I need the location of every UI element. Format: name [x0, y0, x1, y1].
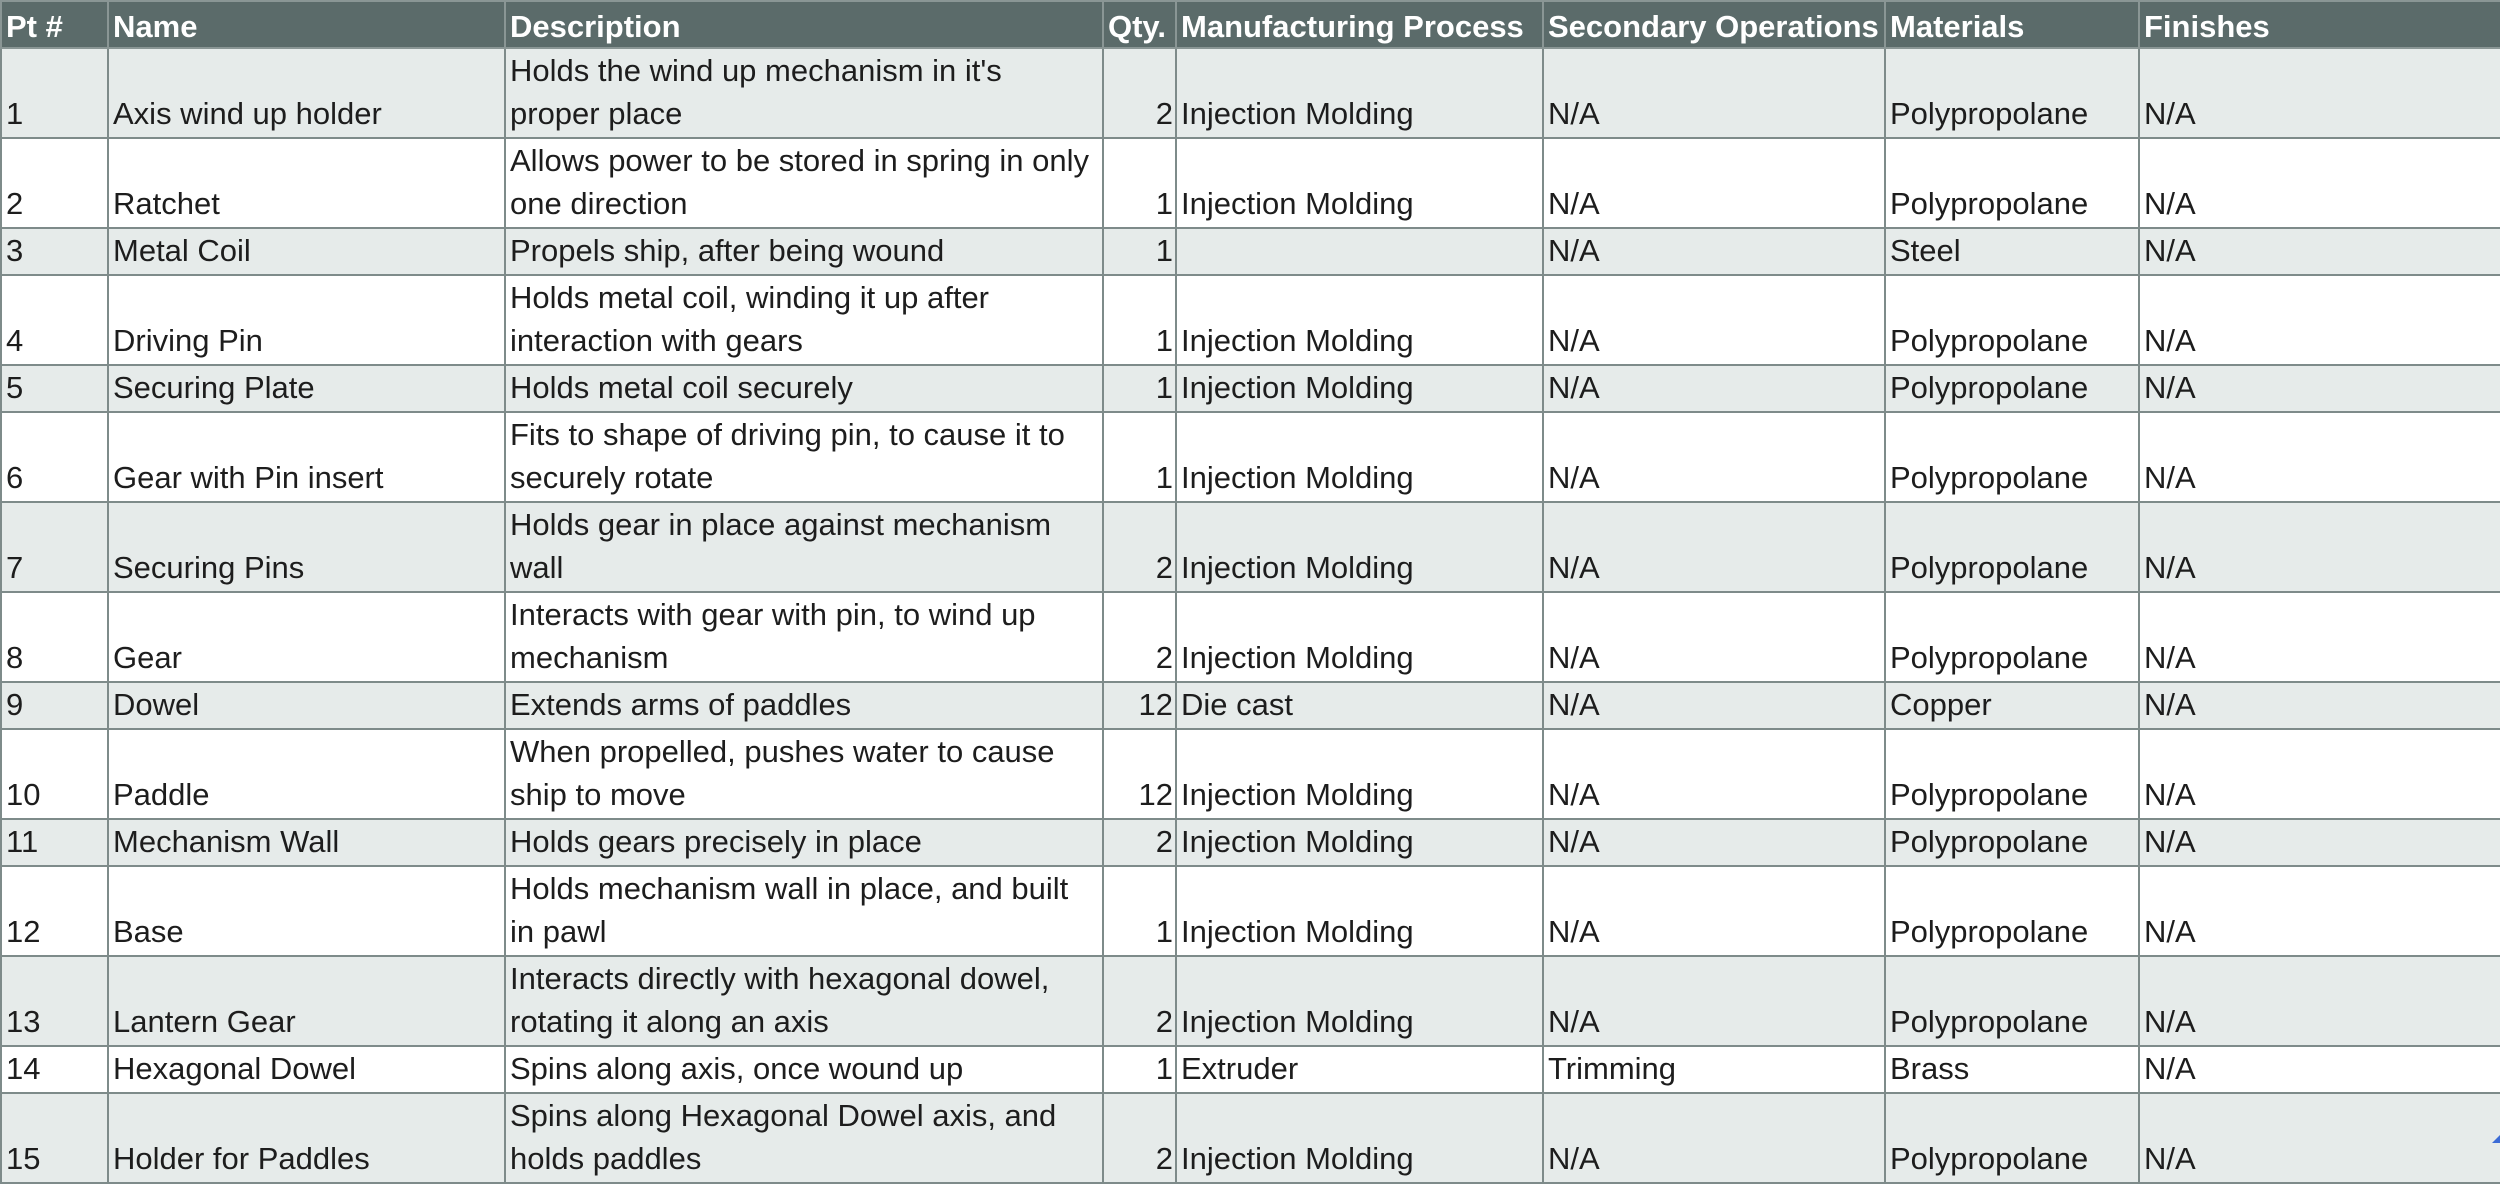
cell-qty[interactable]: 1	[1103, 138, 1176, 228]
header-qty[interactable]: Qty.	[1103, 1, 1176, 48]
cell-description[interactable]: Interacts directly with hexagonal dowel, rotating it along an axis	[505, 956, 1103, 1046]
cell-process[interactable]: Injection Molding	[1176, 365, 1543, 412]
cell-name[interactable]: Paddle	[108, 729, 505, 819]
cell-qty[interactable]: 12	[1103, 682, 1176, 729]
cell-name[interactable]: Metal Coil	[108, 228, 505, 275]
cell-secondary[interactable]: N/A	[1543, 365, 1885, 412]
cell-qty[interactable]: 1	[1103, 1046, 1176, 1093]
cell-qty[interactable]: 2	[1103, 48, 1176, 138]
cell-description[interactable]: Interacts with gear with pin, to wind up mechanism	[505, 592, 1103, 682]
table-row	[1, 682, 2500, 729]
cell-materials[interactable]: Polypropolane	[1885, 819, 2139, 866]
header-materials[interactable]: Materials	[1885, 1, 2139, 48]
cell-secondary[interactable]: N/A	[1543, 866, 1885, 956]
cell-finishes[interactable]: N/A	[2139, 682, 2500, 729]
cell-pt[interactable]: 5	[1, 365, 108, 412]
header-process[interactable]: Manufacturing Process	[1176, 1, 1543, 48]
cell-process[interactable]: Injection Molding	[1176, 956, 1543, 1046]
cell-finishes[interactable]: N/A	[2139, 365, 2500, 412]
cell-materials[interactable]: Polypropolane	[1885, 48, 2139, 138]
cell-process[interactable]: Injection Molding	[1176, 729, 1543, 819]
cell-qty[interactable]: 1	[1103, 866, 1176, 956]
cell-materials[interactable]: Steel	[1885, 228, 2139, 275]
cell-secondary[interactable]: N/A	[1543, 1093, 1885, 1183]
table-row	[1, 138, 2500, 228]
resize-handle-icon[interactable]	[2492, 1135, 2500, 1143]
cell-process[interactable]: Injection Molding	[1176, 412, 1543, 502]
cell-name[interactable]: Gear with Pin insert	[108, 412, 505, 502]
cell-materials[interactable]: Polypropolane	[1885, 365, 2139, 412]
cell-process[interactable]: Injection Molding	[1176, 275, 1543, 365]
cell-secondary[interactable]: N/A	[1543, 729, 1885, 819]
header-name[interactable]: Name	[108, 1, 505, 48]
cell-finishes[interactable]: N/A	[2139, 502, 2500, 592]
table-row	[1, 48, 2500, 138]
cell-secondary[interactable]: N/A	[1543, 592, 1885, 682]
cell-qty[interactable]: 12	[1103, 729, 1176, 819]
cell-materials[interactable]: Copper	[1885, 682, 2139, 729]
cell-materials[interactable]: Polypropolane	[1885, 866, 2139, 956]
cell-finishes[interactable]: N/A	[2139, 1093, 2500, 1183]
cell-pt[interactable]: 7	[1, 502, 108, 592]
cell-name[interactable]: Dowel	[108, 682, 505, 729]
cell-description[interactable]: Spins along Hexagonal Dowel axis, and holds paddles	[505, 1093, 1103, 1183]
table-row	[1, 1046, 2500, 1093]
cell-materials[interactable]: Polypropolane	[1885, 956, 2139, 1046]
cell-qty[interactable]: 2	[1103, 502, 1176, 592]
header-finishes[interactable]: Finishes	[2139, 1, 2500, 48]
cell-pt[interactable]: 9	[1, 682, 108, 729]
cell-pt[interactable]: 1	[1, 48, 108, 138]
cell-name[interactable]: Axis wind up holder	[108, 48, 505, 138]
table-row	[1, 1093, 2500, 1183]
cell-secondary[interactable]: N/A	[1543, 138, 1885, 228]
table-row	[1, 819, 2500, 866]
cell-materials[interactable]: Brass	[1885, 1046, 2139, 1093]
cell-pt[interactable]: 13	[1, 956, 108, 1046]
cell-pt[interactable]: 3	[1, 228, 108, 275]
cell-secondary[interactable]: N/A	[1543, 956, 1885, 1046]
table-row	[1, 592, 2500, 682]
cell-materials[interactable]: Polypropolane	[1885, 729, 2139, 819]
header-secondary[interactable]: Secondary Operations	[1543, 1, 1885, 48]
cell-secondary[interactable]: N/A	[1543, 412, 1885, 502]
cell-process[interactable]: Injection Molding	[1176, 819, 1543, 866]
cell-description[interactable]: Holds metal coil securely	[505, 365, 1103, 412]
cell-finishes[interactable]: N/A	[2139, 1046, 2500, 1093]
cell-description[interactable]: Spins along axis, once wound up	[505, 1046, 1103, 1093]
cell-process[interactable]: Injection Molding	[1176, 138, 1543, 228]
cell-name[interactable]: Base	[108, 866, 505, 956]
cell-process[interactable]: Injection Molding	[1176, 1093, 1543, 1183]
table-row	[1, 956, 2500, 1046]
cell-description[interactable]: Fits to shape of driving pin, to cause it to securely rotate	[505, 412, 1103, 502]
table-row	[1, 365, 2500, 412]
cell-finishes[interactable]: N/A	[2139, 866, 2500, 956]
cell-finishes[interactable]: N/A	[2139, 228, 2500, 275]
cell-materials[interactable]: Polypropolane	[1885, 412, 2139, 502]
table-row	[1, 228, 2500, 275]
cell-name[interactable]: Securing Plate	[108, 365, 505, 412]
cell-qty[interactable]: 1	[1103, 228, 1176, 275]
cell-finishes[interactable]: N/A	[2139, 729, 2500, 819]
table-row	[1, 729, 2500, 819]
table-row	[1, 502, 2500, 592]
cell-process[interactable]: Injection Molding	[1176, 48, 1543, 138]
cell-pt[interactable]: 4	[1, 275, 108, 365]
cell-description[interactable]: Holds mechanism wall in place, and built in pawl	[505, 866, 1103, 956]
cell-description[interactable]: Allows power to be stored in spring in only one direction	[505, 138, 1103, 228]
cell-materials[interactable]: Polypropolane	[1885, 1093, 2139, 1183]
cell-qty[interactable]: 1	[1103, 365, 1176, 412]
cell-finishes[interactable]: N/A	[2139, 48, 2500, 138]
cell-process[interactable]: Injection Molding	[1176, 866, 1543, 956]
cell-description[interactable]: Holds gears precisely in place	[505, 819, 1103, 866]
cell-qty[interactable]: 2	[1103, 592, 1176, 682]
cell-pt[interactable]: 15	[1, 1093, 108, 1183]
table-row	[1, 866, 2500, 956]
cell-qty[interactable]: 2	[1103, 956, 1176, 1046]
header-pt[interactable]: Pt #	[1, 1, 108, 48]
table-row	[1, 412, 2500, 502]
cell-qty[interactable]: 1	[1103, 412, 1176, 502]
cell-process[interactable]: Injection Molding	[1176, 502, 1543, 592]
cell-finishes[interactable]: N/A	[2139, 956, 2500, 1046]
cell-process[interactable]	[1176, 228, 1543, 275]
cell-name[interactable]: Gear	[108, 592, 505, 682]
cell-name[interactable]: Driving Pin	[108, 275, 505, 365]
cell-finishes[interactable]: N/A	[2139, 592, 2500, 682]
cell-process[interactable]: Die cast	[1176, 682, 1543, 729]
cell-pt[interactable]: 14	[1, 1046, 108, 1093]
cell-description[interactable]: Propels ship, after being wound	[505, 228, 1103, 275]
cell-materials[interactable]: Polypropolane	[1885, 592, 2139, 682]
cell-description[interactable]: When propelled, pushes water to cause ship to move	[505, 729, 1103, 819]
cell-materials[interactable]: Polypropolane	[1885, 275, 2139, 365]
cell-materials[interactable]: Polypropolane	[1885, 138, 2139, 228]
cell-secondary[interactable]: Trimming	[1543, 1046, 1885, 1093]
cell-qty[interactable]: 2	[1103, 819, 1176, 866]
cell-secondary[interactable]: N/A	[1543, 275, 1885, 365]
cell-secondary[interactable]: N/A	[1543, 502, 1885, 592]
cell-name[interactable]: Holder for Paddles	[108, 1093, 505, 1183]
cell-secondary[interactable]: N/A	[1543, 819, 1885, 866]
cell-pt[interactable]: 11	[1, 819, 108, 866]
cell-description[interactable]: Holds metal coil, winding it up after interaction with gears	[505, 275, 1103, 365]
cell-finishes[interactable]: N/A	[2139, 275, 2500, 365]
cell-secondary[interactable]: N/A	[1543, 682, 1885, 729]
cell-description[interactable]: Holds the wind up mechanism in it's proper place	[505, 48, 1103, 138]
cell-finishes[interactable]: N/A	[2139, 819, 2500, 866]
table-row	[1, 275, 2500, 365]
cell-description[interactable]: Extends arms of paddles	[505, 682, 1103, 729]
cell-pt[interactable]: 10	[1, 729, 108, 819]
cell-pt[interactable]: 2	[1, 138, 108, 228]
cell-finishes[interactable]: N/A	[2139, 412, 2500, 502]
cell-secondary[interactable]: N/A	[1543, 228, 1885, 275]
cell-description[interactable]: Holds gear in place against mechanism wall	[505, 502, 1103, 592]
cell-qty[interactable]: 2	[1103, 1093, 1176, 1183]
cell-process[interactable]: Injection Molding	[1176, 592, 1543, 682]
cell-name[interactable]: Hexagonal Dowel	[108, 1046, 505, 1093]
header-description[interactable]: Description	[505, 1, 1103, 48]
cell-pt[interactable]: 12	[1, 866, 108, 956]
cell-name[interactable]: Ratchet	[108, 138, 505, 228]
cell-name[interactable]: Securing Pins	[108, 502, 505, 592]
cell-name[interactable]: Lantern Gear	[108, 956, 505, 1046]
header-row	[1, 1, 2500, 48]
cell-materials[interactable]: Polypropolane	[1885, 502, 2139, 592]
cell-qty[interactable]: 1	[1103, 275, 1176, 365]
cell-pt[interactable]: 8	[1, 592, 108, 682]
cell-name[interactable]: Mechanism Wall	[108, 819, 505, 866]
cell-secondary[interactable]: N/A	[1543, 48, 1885, 138]
cell-pt[interactable]: 6	[1, 412, 108, 502]
cell-finishes[interactable]: N/A	[2139, 138, 2500, 228]
cell-process[interactable]: Extruder	[1176, 1046, 1543, 1093]
